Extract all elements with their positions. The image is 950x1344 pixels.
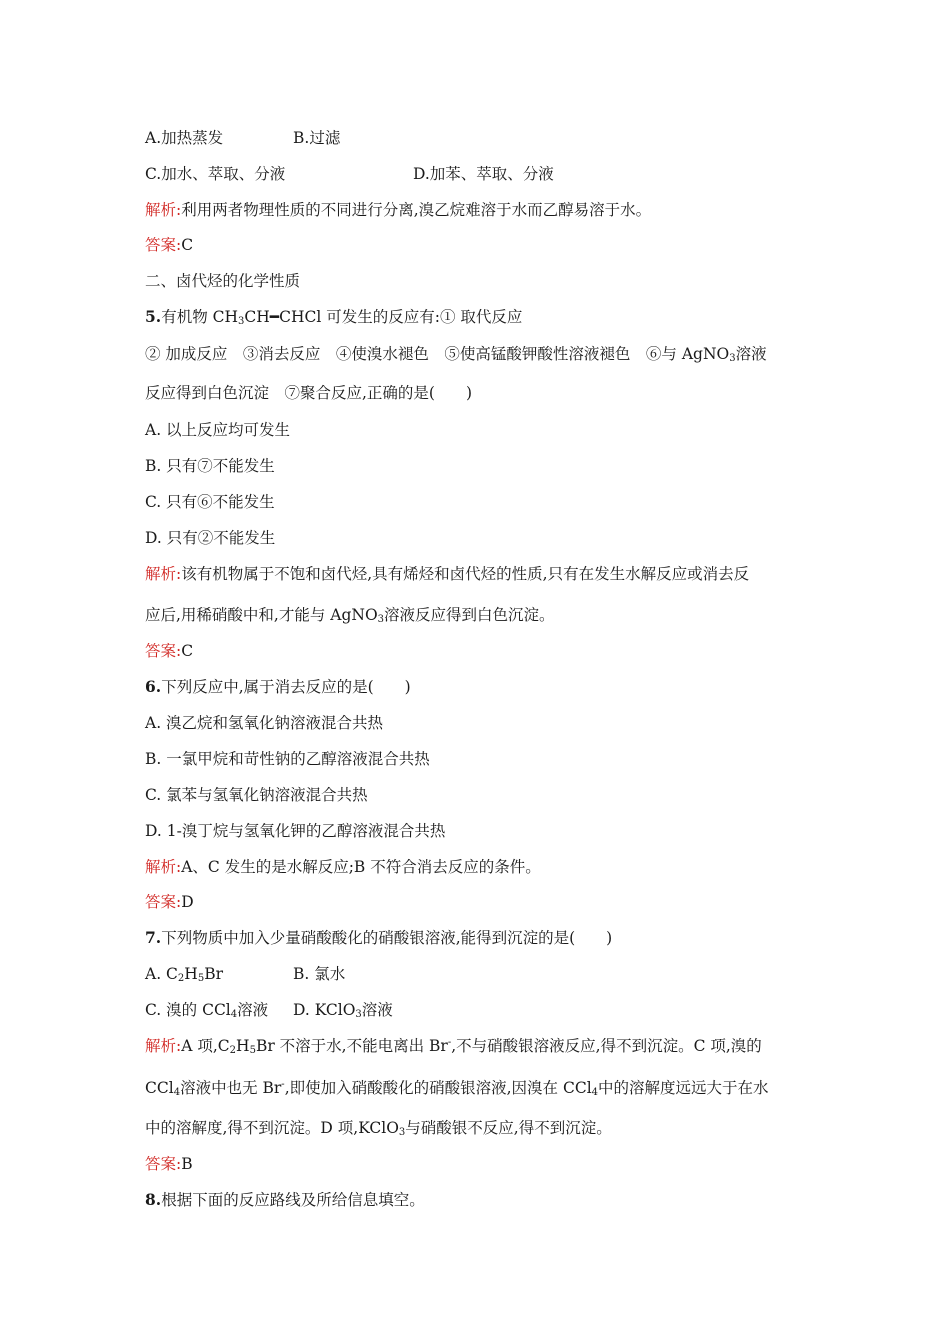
q5-stem-line3: 反应得到白色沉淀 ⑦聚合反应,正确的是( ) (145, 384, 473, 402)
q7-analysis: 解析:A 项$,C_2H_5Br$ 不溶于水,不能电离出 Br-,不与硝酸银溶液反应,得不到沉淀。C 项,溴的 (145, 1037, 762, 1056)
q5-stem: 5.有机物 $CH_3CH━CHCl$ 可发生的反应有:① 取代反应 (145, 307, 523, 327)
analysis-label: 解析: (145, 565, 182, 583)
analysis-label: 解析: (145, 858, 182, 876)
q7-analysis-line2: CCl$_4$溶液中也无 Br-,即使加入硝酸酸化的硝酸银溶液,因溴在 CCl$_4$中的溶解度远远大于在水 (145, 1079, 769, 1098)
q6-answer: 答案:D (145, 893, 194, 911)
q4-option-d: D.加苯、萃取、分液 (413, 165, 554, 183)
answer-label: 答案: (145, 1155, 182, 1173)
q5-option-c: C. 只有⑥不能发生 (145, 493, 275, 511)
q5-answer: 答案:C (145, 642, 194, 660)
q7-stem: 7.下列物质中加入少量硝酸酸化的硝酸银溶液,能得到沉淀的是( ) (145, 928, 613, 947)
question-number: 7. (145, 928, 162, 947)
answer-label: 答案: (145, 893, 182, 911)
q5-option-a: A. 以上反应均可发生 (145, 421, 291, 439)
q7-option-a: A. $C_2H_5Br$ (145, 965, 224, 984)
q6-option-c: C. 氯苯与氢氧化钠溶液混合共热 (145, 786, 368, 804)
q5-stem-line2: ② 加成反应 ③消去反应 ④使溴水褪色 ⑤使高锰酸钾酸性溶液褪色 ⑥与 AgNO$_3$溶液 (145, 345, 767, 364)
q5-option-d: D. 只有②不能发生 (145, 529, 276, 547)
q4-option-b: B.过滤 (293, 129, 341, 147)
answer-label: 答案: (145, 236, 182, 254)
q6-option-b: B. 一氯甲烷和苛性钠的乙醇溶液混合共热 (145, 750, 430, 768)
q7-answer: 答案:B (145, 1155, 193, 1173)
q4-options-row2 (145, 164, 554, 184)
q5-option-b: B. 只有⑦不能发生 (145, 457, 275, 475)
q4-options-row1 (145, 128, 341, 148)
q4-analysis: 解析:利用两者物理性质的不同进行分离,溴乙烷难溶于水而乙醇易溶于水。 (145, 201, 652, 219)
section-title: 二、卤代烃的化学性质 (145, 272, 301, 290)
question-number: 5. (145, 307, 162, 326)
question-number: 8. (145, 1190, 162, 1209)
q6-analysis: 解析:A、C 发生的是水解反应;B 不符合消去反应的条件。 (145, 858, 541, 876)
q7-option-b: B. 氯水 (293, 965, 346, 983)
q8-stem: 8.根据下面的反应路线及所给信息填空。 (145, 1190, 425, 1209)
q6-stem: 6.下列反应中,属于消去反应的是( ) (145, 677, 411, 696)
q4-option-a: A.加热蒸发 (145, 129, 224, 147)
q7-options-row1 (145, 964, 346, 984)
q6-option-a: A. 溴乙烷和氢氧化钠溶液混合共热 (145, 714, 384, 732)
q6-option-d: D. 1-溴丁烷与氢氧化钾的乙醇溶液混合共热 (145, 822, 446, 840)
q5-analysis: 解析:该有机物属于不饱和卤代烃,具有烯烃和卤代烃的性质,只有在发生水解反应或消去反 (145, 565, 750, 583)
q4-option-c: C.加水、萃取、分液 (145, 165, 286, 183)
answer-label: 答案: (145, 642, 182, 660)
q7-option-d: D. KClO$_3$溶液 (293, 1001, 393, 1020)
q4-answer: 答案:C (145, 236, 194, 254)
q7-analysis-line3: 中的溶解度,得不到沉淀。D 项,KClO$_3$与硝酸银不反应,得不到沉淀。 (145, 1119, 612, 1138)
analysis-label: 解析: (145, 201, 182, 219)
q7-option-c: C. 溴的 CCl$_4$溶液 (145, 1001, 269, 1020)
q5-analysis-line2: 应后,用稀硝酸中和,才能与 AgNO$_3$溶液反应得到白色沉淀。 (145, 606, 555, 625)
analysis-label: 解析: (145, 1037, 182, 1055)
double-bond: ━ (269, 308, 280, 326)
q7-options-row2 (145, 1000, 393, 1020)
question-number: 6. (145, 677, 162, 696)
